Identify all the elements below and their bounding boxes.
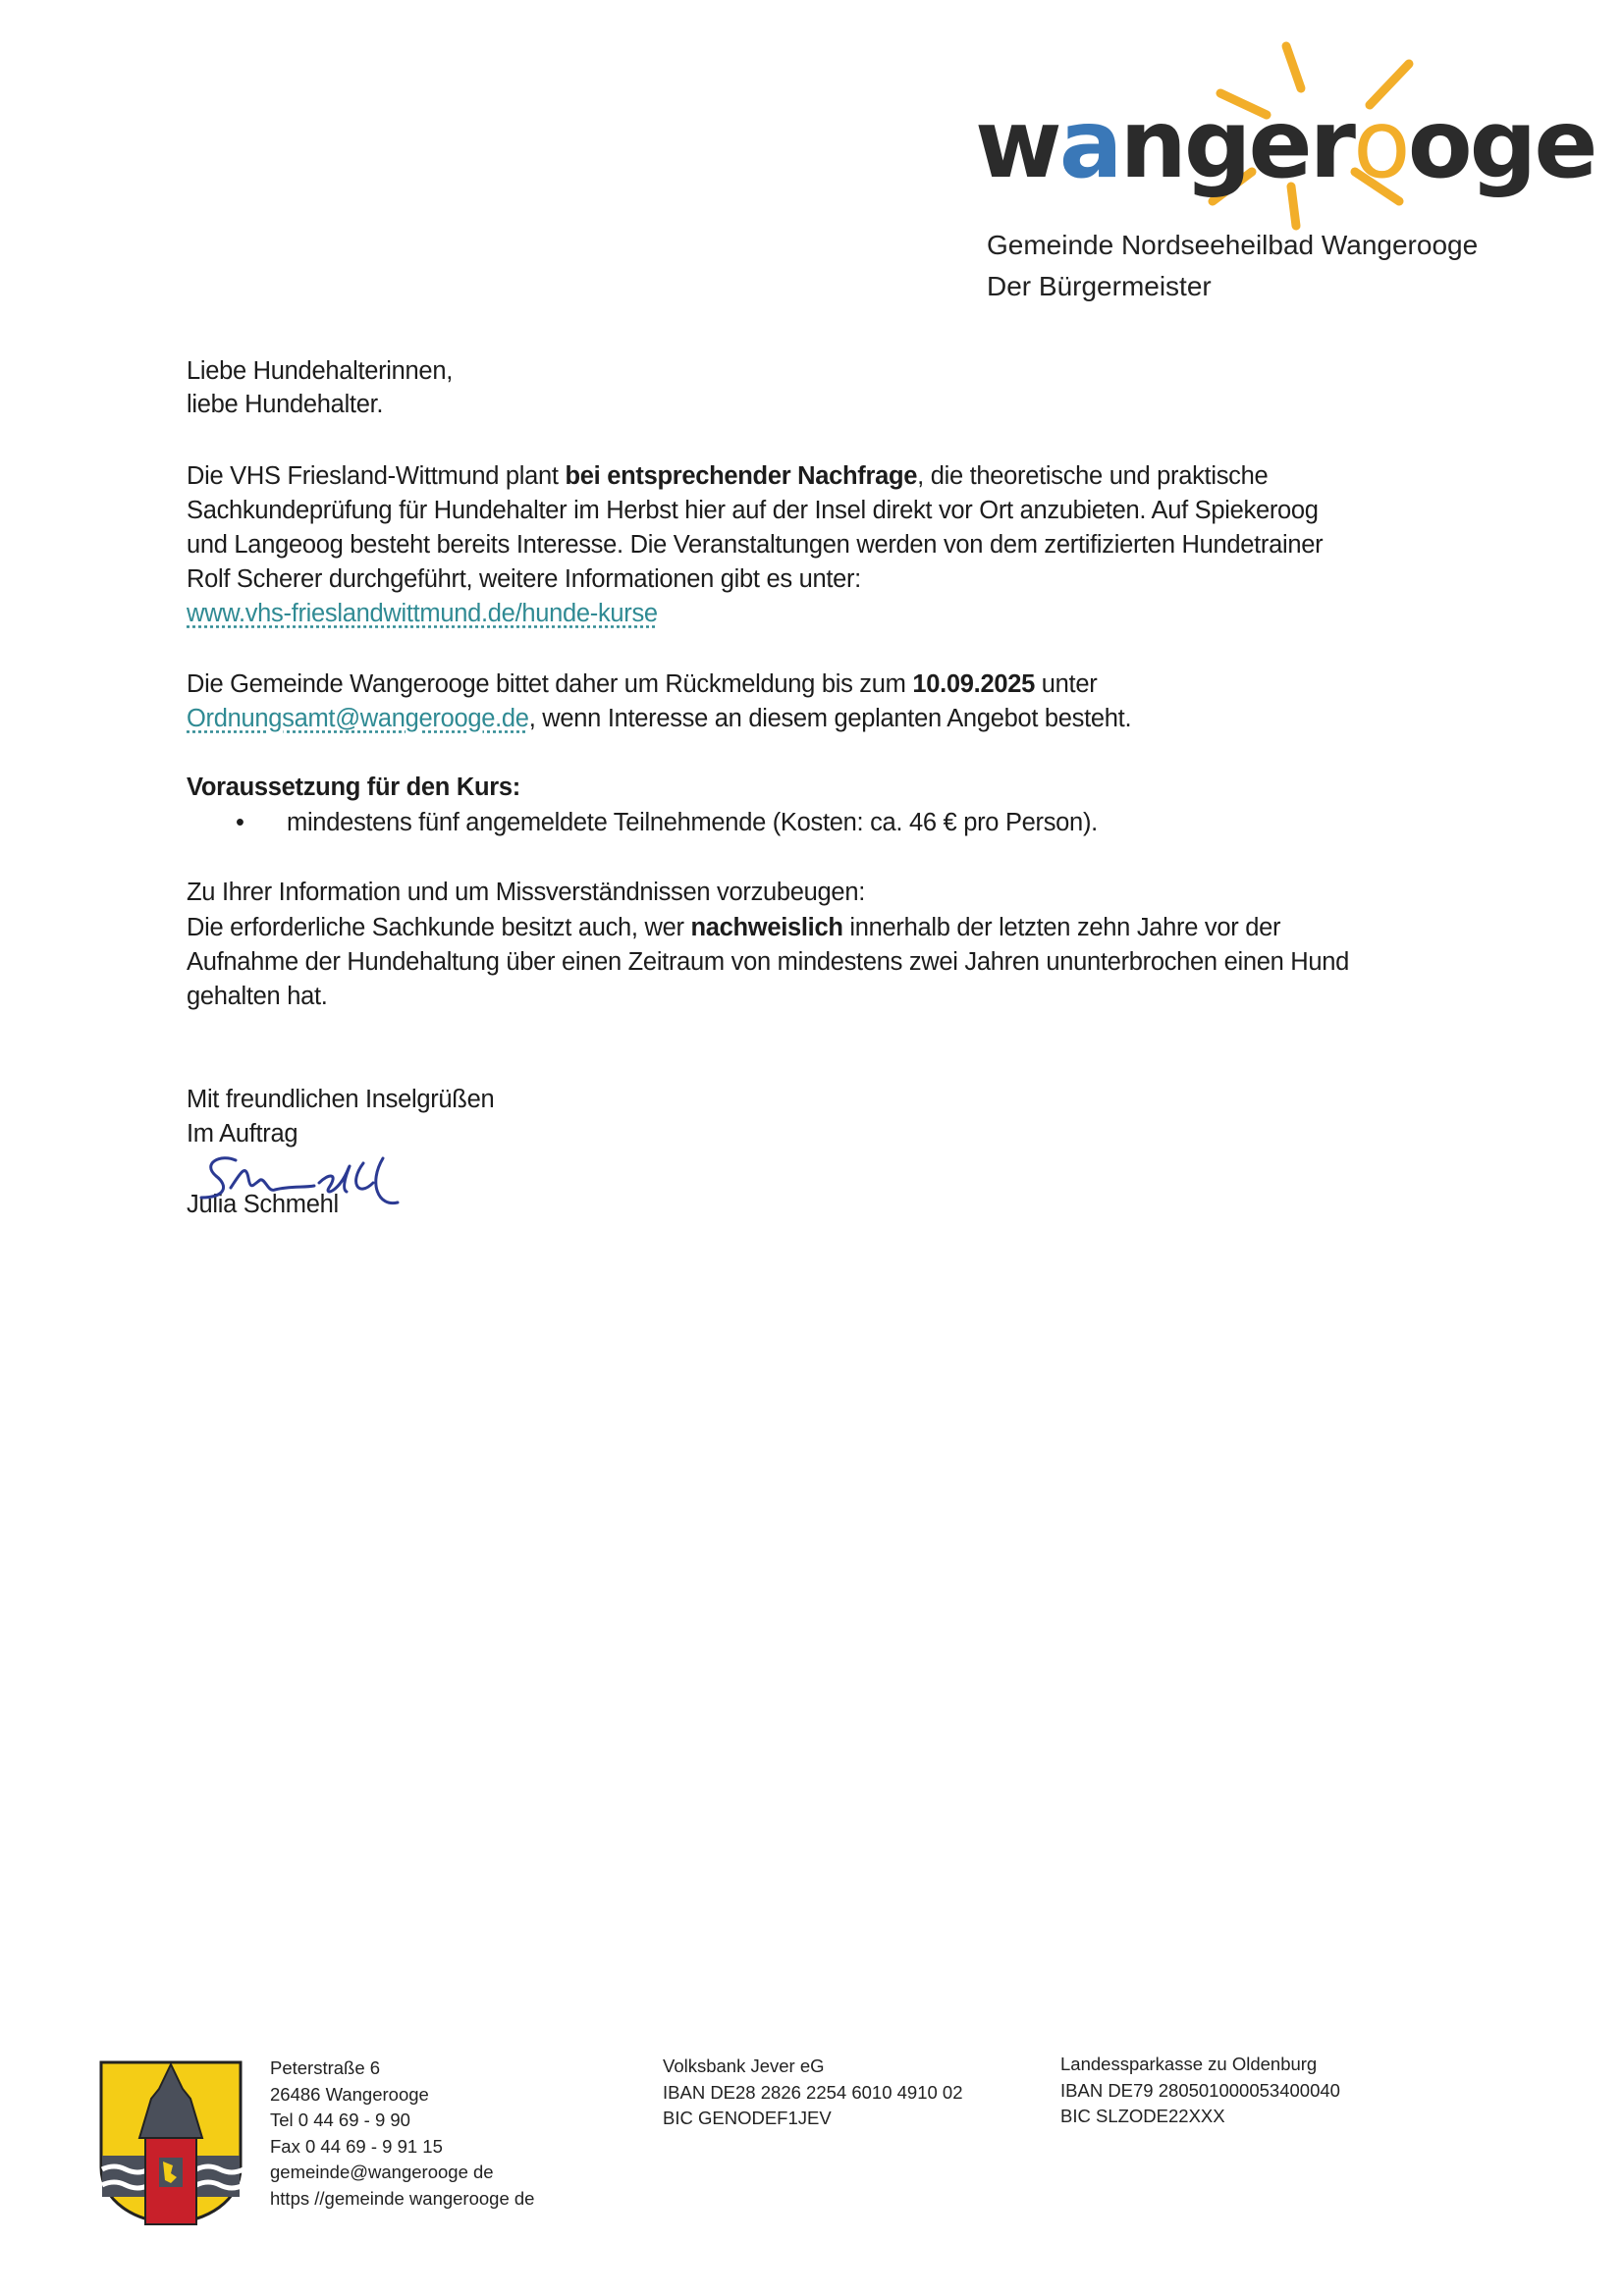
deadline-date: 10.09.2025 bbox=[912, 670, 1035, 698]
closing-greeting: Mit freundlichen Inselgrüßen bbox=[187, 1086, 495, 1113]
bank-name: Landessparkasse zu Oldenburg bbox=[1060, 2054, 1318, 2074]
text: Die erforderliche Sachkunde besitzt auch, wer bbox=[187, 914, 691, 941]
bank-bic: BIC SLZODE22XXX bbox=[1060, 2106, 1225, 2127]
footer-bank-2 bbox=[1060, 2052, 1340, 2130]
bank-bic: BIC GENODEF1JEV bbox=[663, 2108, 832, 2129]
postal-city: 26486 Wangerooge bbox=[270, 2083, 429, 2105]
para3-line bbox=[187, 913, 1280, 942]
text: unter bbox=[1034, 670, 1098, 698]
bold-text: bei entsprechender Nachfrage bbox=[565, 462, 918, 490]
bank-iban: IBAN DE79 280501000053400040 bbox=[1060, 2079, 1340, 2101]
coat-of-arms-icon bbox=[98, 2059, 243, 2226]
email-link[interactable]: Ordnungsamt@wangerooge.de bbox=[187, 705, 529, 732]
para2-line bbox=[187, 704, 1131, 733]
street: Peterstraße 6 bbox=[270, 2057, 381, 2078]
para3-line: Aufnahme der Hundehaltung über einen Zeitraum von mindestens zwei Jahren ununterbrochen einen Hund bbox=[187, 948, 1350, 976]
footer-email: gemeinde@wangerooge de bbox=[270, 2162, 494, 2183]
wangerooge-logo bbox=[967, 34, 1596, 231]
para2-line bbox=[187, 669, 1097, 699]
para1-line: Sachkundeprüfung für Hundehalter im Herbst hier auf der Insel direkt vor Ort anzubieten. Auf Spiekeroog bbox=[187, 497, 1319, 524]
footer-address bbox=[270, 2056, 534, 2213]
footer-website: https //gemeinde wangerooge de bbox=[270, 2187, 535, 2209]
text: innerhalb der letzten zehn Jahre vor der bbox=[842, 914, 1281, 941]
bullet-icon: • bbox=[236, 809, 244, 836]
vhs-course-link[interactable]: www.vhs-frieslandwittmund.de/hunde-kurse bbox=[187, 600, 658, 627]
signatory-name: Julia Schmehl bbox=[187, 1191, 339, 1218]
para1-line: und Langeoog besteht bereits Interesse. Die Veranstaltungen werden von dem zertifizierten Hundetrainer bbox=[187, 531, 1324, 559]
closing-on-behalf: Im Auftrag bbox=[187, 1120, 298, 1148]
footer-bank-1 bbox=[663, 2054, 963, 2132]
salutation-line: liebe Hundehalter. bbox=[187, 391, 384, 418]
office-name: Der Bürgermeister bbox=[987, 271, 1212, 301]
text: , wenn Interesse an diesem geplanten Angebot besteht. bbox=[528, 705, 1132, 732]
handwritten-signature bbox=[191, 1148, 417, 1217]
bank-name: Volksbank Jever eG bbox=[663, 2056, 825, 2076]
salutation-line: Liebe Hundehalterinnen, bbox=[187, 357, 453, 385]
para3-line: Zu Ihrer Information und um Missverständnissen vorzubeugen: bbox=[187, 879, 865, 906]
text: Die Gemeinde Wangerooge bittet daher um Rückmeldung bis zum bbox=[187, 670, 913, 698]
bold-text: nachweislich bbox=[690, 914, 843, 941]
text: Die VHS Friesland-Wittmund plant bbox=[187, 462, 566, 490]
text: , die theoretische und praktische bbox=[917, 462, 1269, 490]
svg-text:wangerooge: wangerooge bbox=[975, 89, 1596, 199]
org-name: Gemeinde Nordseeheilbad Wangerooge bbox=[987, 230, 1479, 260]
fax: Fax 0 44 69 - 9 91 15 bbox=[270, 2135, 443, 2157]
para3-line: gehalten hat. bbox=[187, 983, 328, 1010]
requirements-heading: Voraussetzung für den Kurs: bbox=[187, 774, 520, 801]
para1-line: Rolf Scherer durchgeführt, weitere Informationen gibt es unter: bbox=[187, 565, 861, 593]
bank-iban: IBAN DE28 2826 2254 6010 4910 02 bbox=[663, 2081, 963, 2103]
requirement-item: mindestens fünf angemeldete Teilnehmende (Kosten: ca. 46 € pro Person). bbox=[287, 809, 1098, 836]
phone: Tel 0 44 69 - 9 90 bbox=[270, 2109, 410, 2131]
para1-line bbox=[187, 461, 1268, 491]
